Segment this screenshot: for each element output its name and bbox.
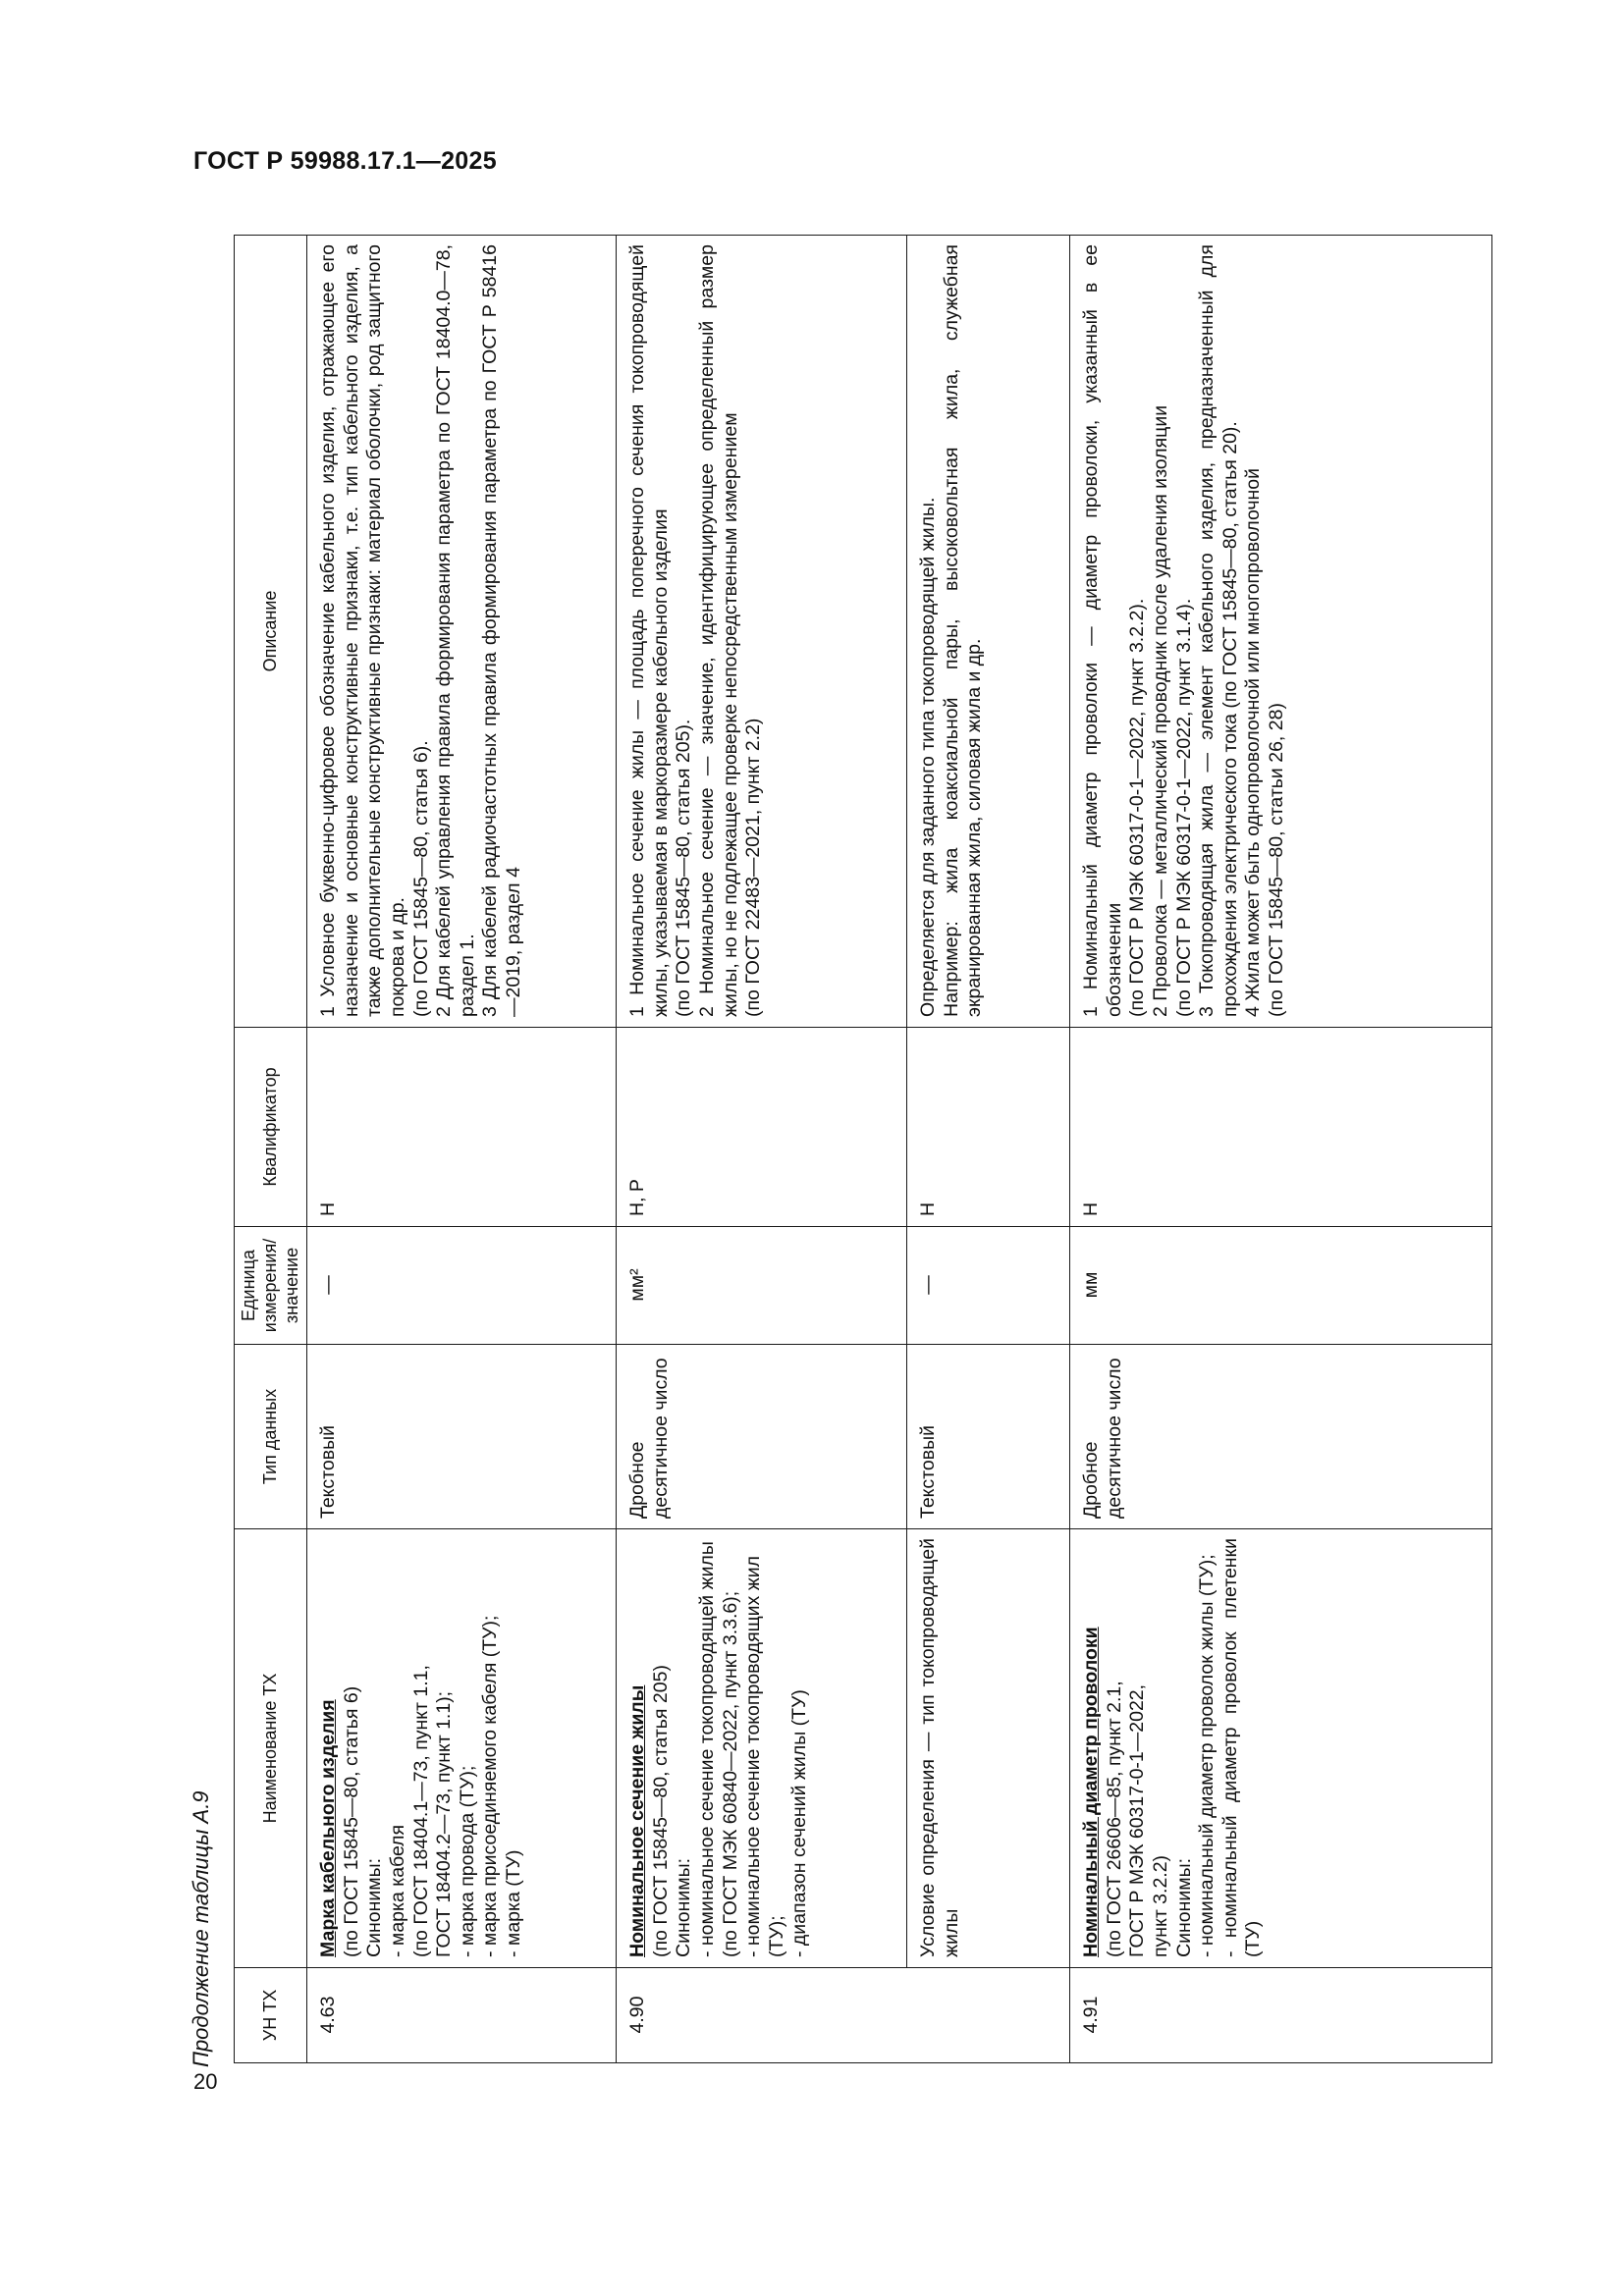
document-header: ГОСТ Р 59988.17.1—2025 (193, 147, 497, 175)
column-header-description: Описание (235, 236, 307, 1028)
table-row (907, 236, 1070, 2063)
row-data-type: Дробное десятичное число (617, 1345, 907, 1529)
name-line: (по ГОСТ 26606—85, пункт 2.1, (1103, 1681, 1125, 1957)
table-row (1070, 236, 1492, 2063)
name-line: (по ГОСТ 15845—80, статья 205) (649, 1665, 672, 1957)
rotated-table-area (189, 236, 1494, 2067)
column-header-qualifier: Квалификатор (235, 1028, 307, 1227)
name-line: - марка провода (ТУ); (456, 1765, 478, 1957)
row-unit: — (907, 1227, 1070, 1345)
row-qualifier: Н (307, 1028, 617, 1227)
row-qualifier: Н, Р (617, 1028, 907, 1227)
name-line: Условие определения — тип токопроводящей жилы (917, 1538, 962, 1957)
name-line: - диапазон сечений жилы (ТУ) (788, 1689, 811, 1957)
row-name (617, 1529, 907, 1968)
row-description: 1 Номинальный диаметр проволоки — диаметр проволоки, указанный в ее обозначении (по ГОСТ Р МЭК 60317-0-1—2022, пункт 3.2.2). 2 Проволока — металлический проводник после удаления изоляции (по ГОСТ Р МЭК 60317-0-1—2022, пункт 3.1.4). 3 Токопроводящая жила — элемент кабельного изделия, предназначенный для прохождения электрического тока (по ГОСТ 15845—80, статья 20). 4 Жила может быть однопроволочной или многопроволочной (по ГОСТ 15845—80, статьи 26, 28) (1070, 236, 1492, 1028)
row-data-type: Текстовый (307, 1345, 617, 1529)
name-line: ГОСТ 18404.2—73, пункт 1.1); (433, 1690, 456, 1957)
name-line: - номинальный диаметр проволок жилы (ТУ); (1196, 1554, 1218, 1957)
row-unit: мм² (617, 1227, 907, 1345)
name-line: (по ГОСТ 15845—80, статья 6) (340, 1685, 362, 1957)
name-line: Синонимы: (363, 1857, 386, 1957)
row-description: 1 Номинальное сечение жилы — площадь поперечного сечения токопроводящей жилы, указываемая в маркоразмере кабельного изделия (по ГОСТ 15845—80, статья 205). 2 Номинальное сечение — значение, идентифицирующее определенный размер жилы, но не подлежащее проверке непосредственным измерением (по ГОСТ 22483—2021, пункт 2.2) (617, 236, 907, 1028)
table-caption: Продолжение таблицы А.9 (189, 1790, 213, 2067)
column-header-data-type: Тип данных (235, 1345, 307, 1529)
row-data-type: Дробное десятичное число (1070, 1345, 1492, 1529)
name-line: Синонимы: (1172, 1857, 1195, 1957)
row-name-title: Номинальное сечение жилы (626, 1684, 649, 1957)
page-number: 20 (193, 2069, 218, 2094)
name-line: - номинальное сечение токопроводящих жил (ТУ); (742, 1555, 787, 1957)
row-description: 1 Условное буквенно-цифровое обозначение кабельного изделия, отражающее его назначение и основные конструктивные признаки, т.е. тип кабельного изделия, а также дополнительные конструктивные признаки: материал оболочки, род защитного покрова и др. (по ГОСТ 15845—80, статья 6). 2 Для кабелей управления правила формирования параметра по ГОСТ 18404.0—78, раздел 1. 3 Для кабелей радиочастотных правила формирования параметра по ГОСТ Р 58416—2019, раздел 4 (307, 236, 617, 1028)
column-header-unit: Единица измерения/ значение (235, 1227, 307, 1345)
column-header-name: Наименование ТХ (235, 1529, 307, 1968)
row-un: 4.90 (617, 1968, 1070, 2063)
row-un: 4.91 (1070, 1968, 1492, 2063)
row-data-type: Текстовый (907, 1345, 1070, 1529)
table-row (307, 236, 617, 2063)
row-unit: мм (1070, 1227, 1492, 1345)
row-name (1070, 1529, 1492, 1968)
name-line: - номинальное сечение токопроводящей жилы (696, 1541, 719, 1957)
name-line: (по ГОСТ МЭК 60840—2022, пункт 3.3.6); (719, 1590, 741, 1957)
row-name-title: Марка кабельного изделия (317, 1699, 340, 1957)
name-line: - номинальный диаметр проволок плетенки (ТУ) (1218, 1538, 1265, 1957)
row-name-title: Номинальный диаметр проволоки (1080, 1627, 1103, 1957)
column-header-un: УН ТХ (235, 1968, 307, 2063)
row-name (907, 1529, 1070, 1968)
row-un: 4.63 (307, 1968, 617, 2063)
row-qualifier: Н (1070, 1028, 1492, 1227)
row-qualifier: Н (907, 1028, 1070, 1227)
table-row (617, 236, 907, 2063)
row-unit: — (307, 1227, 617, 1345)
name-line: - марка присоединяемого кабеля (ТУ); (479, 1615, 502, 1957)
name-line: пункт 3.2.2) (1150, 1854, 1172, 1957)
name-line: - марка кабеля (387, 1824, 409, 1957)
row-description: Определяется для заданного типа токопроводящей жилы. Например: жила коаксиальной пары, высоковольтная жила, служебная экранированная жила, силовая жила и др. (907, 236, 1070, 1028)
name-line: (по ГОСТ 18404.1—73, пункт 1.1, (409, 1665, 432, 1957)
name-line: ГОСТ Р МЭК 60317-0-1—2022, (1126, 1683, 1149, 1957)
name-line: Синонимы: (673, 1857, 695, 1957)
tx-table (234, 235, 1492, 2063)
name-line: - марка (ТУ) (503, 1849, 525, 1957)
row-name (307, 1529, 617, 1968)
